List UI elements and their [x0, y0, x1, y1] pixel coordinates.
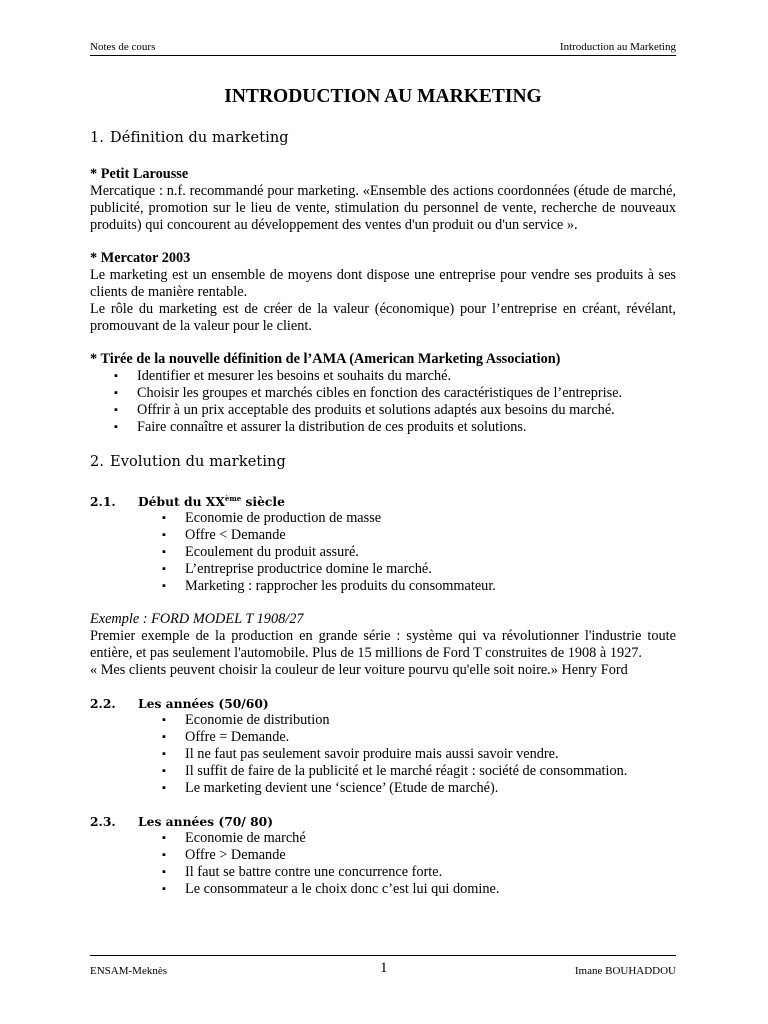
subsection-2-3-heading: 2.3. Les années (70/ 80) [90, 814, 274, 830]
petit-larousse-label: * Petit Larousse [90, 166, 189, 182]
list-item: ▪ Il ne faut pas seulement savoir produire mais aussi savoir vendre. [90, 746, 676, 763]
example-text: Premier exemple de la production en grande série : système qui va révolutionner l'industrie toute entière, et pas seulement l'automobile. Plus de 15 millions de Ford T construites de 1908 à 1927. [90, 628, 676, 662]
page-footer [90, 955, 676, 986]
footer-left: ENSAM-Meknès [90, 965, 167, 977]
list-item: ▪ Offrir à un prix acceptable des produits et solutions adaptés aux besoins du marché. [90, 402, 676, 419]
document-body [90, 128, 676, 898]
list-item: ▪ Offre < Demande [90, 527, 676, 544]
page-number: 1 [380, 960, 388, 976]
example-quote: « Mes clients peuvent choisir la couleur de leur voiture pourvu qu'elle soit noire.» Henry Ford [90, 662, 628, 679]
list-item: ▪ Economie de distribution [90, 712, 676, 729]
mercator-label: * Mercator 2003 [90, 250, 191, 266]
list-item: ▪ Economie de production de masse [90, 510, 676, 527]
list-item: ▪ Offre > Demande [90, 847, 676, 864]
list-item: ▪ Le consommateur a le choix donc c’est lui qui domine. [90, 881, 676, 898]
subsection-2-2-heading: 2.2. Les années (50/60) [90, 696, 269, 712]
document-page [90, 0, 676, 1024]
list-item: ▪ Ecoulement du produit assuré. [90, 544, 676, 561]
list-item: ▪ Marketing : rapprocher les produits du consommateur. [90, 578, 676, 595]
mercator-text-1: Le marketing est un ensemble de moyens dont dispose une entreprise pour vendre ses produits à ses clients de manière rentable. [90, 267, 676, 300]
list-item: ▪ Il faut se battre contre une concurrence forte. [90, 864, 676, 881]
list-item: ▪ Offre = Demande. [90, 729, 676, 746]
subsection-2-2-list [90, 712, 676, 797]
document-title: INTRODUCTION AU MARKETING [224, 86, 542, 107]
list-item: ▪ L’entreprise productrice domine le marché. [90, 561, 676, 578]
subsection-2-3-list [90, 830, 676, 898]
list-item: ▪ Faire connaître et assurer la distribution de ces produits et solutions. [90, 419, 676, 436]
list-item: ▪ Le marketing devient une ‘science’ (Etude de marché). [90, 780, 676, 797]
ama-label: * Tirée de la nouvelle définition de l’AMA (American Marketing Association) [90, 351, 561, 367]
subsection-2-1-heading: 2.1. Début du XXème siècle [90, 494, 285, 510]
ama-list [90, 368, 676, 436]
subsection-2-1-list [90, 510, 676, 595]
footer-author: Imane BOUHADDOU [574, 965, 676, 977]
petit-larousse-text: Mercatique : n.f. recommandé pour marketing. «Ensemble des actions coordonnées (étude de marché, publicité, promotion sur le lieu de vente, stimulation du personnel de vente, recherche de nouveaux produits) qui concourent au développement des ventes d'un produit ou d'un service ». [90, 183, 676, 233]
list-item: ▪ Economie de marché [90, 830, 676, 847]
mercator-text-2: Le rôle du marketing est de créer de la valeur (économique) pour l’entreprise en créant, révélant, promouvant de la valeur pour le client. [90, 301, 676, 334]
section-1-heading: 1. Définition du marketing [90, 130, 289, 146]
list-item: ▪ Identifier et mesurer les besoins et souhaits du marché. [90, 368, 676, 385]
header-left: Notes de cours [90, 41, 156, 53]
list-item: ▪ Choisir les groupes et marchés cibles en fonction des caractéristiques de l’entreprise. [90, 385, 676, 402]
section-2-heading: 2. Evolution du marketing [90, 454, 286, 470]
page-header [90, 41, 676, 56]
example-label: Exemple : FORD MODEL T 1908/27 [90, 611, 304, 628]
header-right: Introduction au Marketing [559, 41, 676, 53]
list-item: ▪ Il suffit de faire de la publicité et le marché réagit : société de consommation. [90, 763, 676, 780]
